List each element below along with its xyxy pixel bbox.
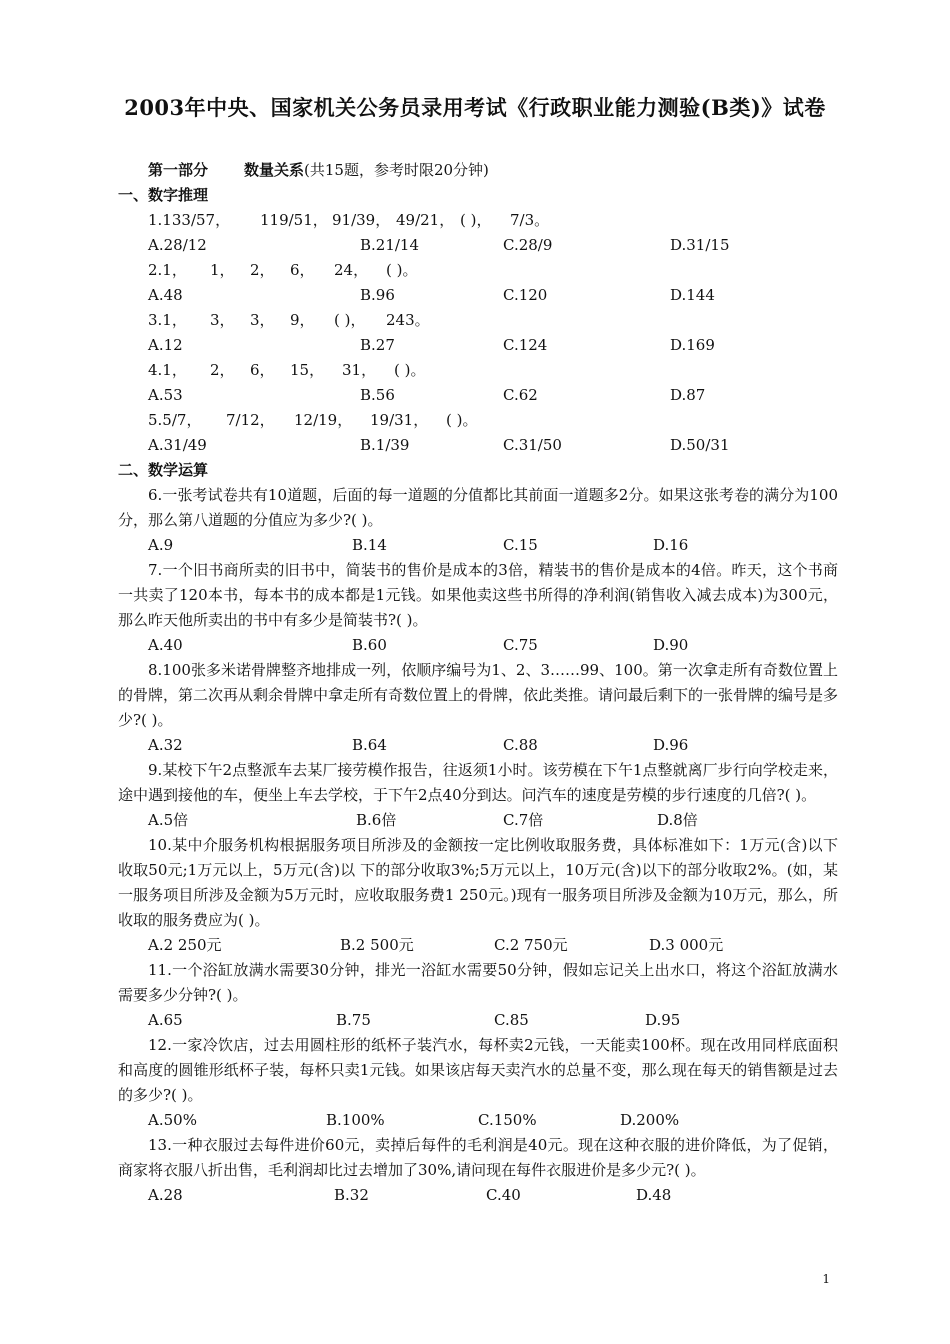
seq-item: 243。: [386, 311, 430, 329]
option-a: A.65: [148, 1011, 183, 1029]
seq-item: 3，: [250, 311, 275, 329]
option-a: A.31/49: [148, 436, 207, 454]
option-c: C.7倍: [503, 811, 544, 829]
question-2-options: [118, 283, 838, 308]
section-heading-math-operations: 二、数学运算: [118, 461, 209, 479]
exam-content: [118, 158, 838, 1208]
seq-item: ( )。: [386, 261, 418, 279]
option-b: B.14: [352, 536, 387, 554]
option-c: C.150%: [478, 1111, 537, 1129]
seq-item: 15，: [290, 361, 325, 379]
seq-item: 4.1，: [148, 361, 187, 379]
option-c: C.40: [486, 1186, 521, 1204]
question-3-options: [118, 333, 838, 358]
option-c: C.124: [503, 336, 548, 354]
seq-item: 2，: [210, 361, 235, 379]
seq-item: 5.5/7，: [148, 411, 202, 429]
question-4-options: [118, 383, 838, 408]
option-c: C.120: [503, 286, 548, 304]
option-a: A.48: [148, 286, 183, 304]
seq-item: 12/19，: [294, 411, 353, 429]
question-13-text: 13.一种衣服过去每件进价60元，卖掉后每件的毛利润是40元。现在这种衣服的进价降低，为了促销，商家将衣服八折出售，毛利润却比过去增加了30%,请问现在每件衣服进价是多少元?( )。: [118, 1136, 838, 1179]
option-d: D.48: [636, 1186, 672, 1204]
seq-item: 91/39，: [332, 211, 391, 229]
part-name: 第一部分: [148, 161, 209, 179]
option-a: A.5倍: [148, 811, 189, 829]
option-d: D.144: [670, 286, 715, 304]
option-b: B.6倍: [356, 811, 397, 829]
option-a: A.12: [148, 336, 183, 354]
option-c: C.31/50: [503, 436, 562, 454]
option-b: B.60: [352, 636, 387, 654]
option-a: A.32: [148, 736, 183, 754]
question-11-text: 11.一个浴缸放满水需要30分钟，排光一浴缸水需要50分钟，假如忘记关上出水口，将这个浴缸放满水需要多少分钟?( )。: [118, 961, 838, 1004]
question-4-sequence: [118, 358, 838, 383]
option-b: B.64: [352, 736, 387, 754]
question-1-options: [118, 233, 838, 258]
seq-item: 19/31，: [370, 411, 429, 429]
question-9-text: 9.某校下午2点整派车去某厂接劳模作报告，往返须1小时。该劳模在下午1点整就离厂步行向学校走来，途中遇到接他的车，便坐上车去学校，于下午2点40分到达。问汽车的速度是劳模的步行速度的几倍?( )。: [118, 761, 838, 804]
seq-item: ( )。: [446, 411, 478, 429]
part-subject: 数量关系: [244, 161, 305, 179]
question-13-options: [118, 1183, 838, 1208]
question-11-options: [118, 1008, 838, 1033]
option-d: D.31/15: [670, 236, 730, 254]
option-d: D.96: [653, 736, 689, 754]
seq-item: 31，: [342, 361, 377, 379]
option-a: A.28/12: [148, 236, 207, 254]
question-2-sequence: [118, 258, 838, 283]
option-d: D.3 000元: [649, 936, 724, 954]
seq-item: 1，: [210, 261, 235, 279]
option-a: A.53: [148, 386, 183, 404]
option-b: B.27: [360, 336, 395, 354]
option-d: D.87: [670, 386, 706, 404]
option-b: B.100%: [326, 1111, 385, 1129]
question-8-options: [118, 733, 838, 758]
question-3-sequence: [118, 308, 838, 333]
question-6-text: 6.一张考试卷共有10道题，后面的每一道题的分值都比其前面一道题多2分。如果这张考卷的满分为100分，那么第八道题的分值应为多少?( )。: [118, 486, 838, 529]
question-6-options: [118, 533, 838, 558]
seq-item: ( )。: [394, 361, 426, 379]
seq-item: 6，: [250, 361, 275, 379]
document-title: 2003年中央、国家机关公务员录用考试《行政职业能力测验(B类)》试卷: [124, 95, 826, 120]
option-b: B.75: [336, 1011, 371, 1029]
option-b: B.96: [360, 286, 395, 304]
seq-item: 3，: [210, 311, 235, 329]
question-5-sequence: [118, 408, 838, 433]
option-b: B.56: [360, 386, 395, 404]
seq-item: 7/3。: [510, 211, 550, 229]
option-a: A.2 250元: [148, 936, 222, 954]
question-10-text: 10.某中介服务机构根据服务项目所涉及的金额按一定比例收取服务费，具体标准如下：1万元(含)以下收取50元;1万元以上，5万元(含)以 下的部分收取3%;5万元以上，10万元(含)以下的部分收取2%。(如，某一服务项目所涉及金额为5万元时，应收取服务费1 250元。)现有一服务项目所涉及金额为10万元，那么，所收取的服务费应为( )。: [118, 836, 838, 929]
option-d: D.8倍: [657, 811, 698, 829]
option-a: A.50%: [148, 1111, 197, 1129]
seq-item: 2，: [250, 261, 275, 279]
part-header: [118, 158, 838, 183]
option-d: D.169: [670, 336, 715, 354]
part-note: (共15题，参考时限20分钟): [304, 161, 489, 179]
option-b: B.32: [334, 1186, 369, 1204]
option-c: C.2 750元: [494, 936, 568, 954]
section-heading-number-series: 一、数字推理: [118, 186, 209, 204]
option-d: D.16: [653, 536, 689, 554]
seq-item: 3.1，: [148, 311, 187, 329]
option-d: D.90: [653, 636, 689, 654]
seq-item: 9，: [290, 311, 315, 329]
question-12-text: 12.一家冷饮店，过去用圆柱形的纸杯子装汽水，每杯卖2元钱，一天能卖100杯。现在改用同样底面积和高度的圆锥形纸杯子装，每杯只卖1元钱。如果该店每天卖汽水的总量不变，那么现在每天的销售额是过去的多少?( )。: [118, 1036, 838, 1104]
option-c: C.28/9: [503, 236, 553, 254]
question-10-options: [118, 933, 838, 958]
seq-item: ( )，: [334, 311, 366, 329]
option-c: C.88: [503, 736, 538, 754]
option-c: C.15: [503, 536, 538, 554]
seq-item: 6，: [290, 261, 315, 279]
option-d: D.95: [645, 1011, 681, 1029]
option-b: B.1/39: [360, 436, 410, 454]
question-12-options: [118, 1108, 838, 1133]
question-7-text: 7.一个旧书商所卖的旧书中，简装书的售价是成本的3倍，精装书的售价是成本的4倍。昨天，这个书商一共卖了120本书，每本书的成本都是1元钱。如果他卖这些书所得的净利润(销售收入减去成本)为300元，那么昨天他所卖出的书中有多少是简装书?( )。: [118, 561, 838, 629]
option-c: C.85: [494, 1011, 529, 1029]
seq-item: 24，: [334, 261, 369, 279]
question-8-text: 8.100张多米诺骨牌整齐地排成一列，依顺序编号为1、2、3……99、100。第一次拿走所有奇数位置上的骨牌，第二次再从剩余骨牌中拿走所有奇数位置上的骨牌，依此类推。请问最后剩下的一张骨牌的编号是多少?( )。: [118, 661, 839, 729]
option-b: B.2 500元: [340, 936, 414, 954]
option-d: D.200%: [620, 1111, 680, 1129]
seq-item: 2.1，: [148, 261, 187, 279]
seq-item: 49/21，: [396, 211, 455, 229]
seq-item: ( )，: [460, 211, 492, 229]
seq-item: 1.133/57，: [148, 211, 231, 229]
option-a: A.9: [148, 536, 174, 554]
option-a: A.40: [148, 636, 183, 654]
question-7-options: [118, 633, 838, 658]
option-c: C.62: [503, 386, 538, 404]
option-a: A.28: [148, 1186, 183, 1204]
question-9-options: [118, 808, 838, 833]
question-5-options: [118, 433, 838, 458]
page-number: 1: [822, 1272, 830, 1286]
question-1-sequence: [118, 208, 838, 233]
seq-item: 119/51，: [260, 211, 328, 229]
option-c: C.75: [503, 636, 538, 654]
option-d: D.50/31: [670, 436, 730, 454]
seq-item: 7/12，: [226, 411, 275, 429]
option-b: B.21/14: [360, 236, 420, 254]
